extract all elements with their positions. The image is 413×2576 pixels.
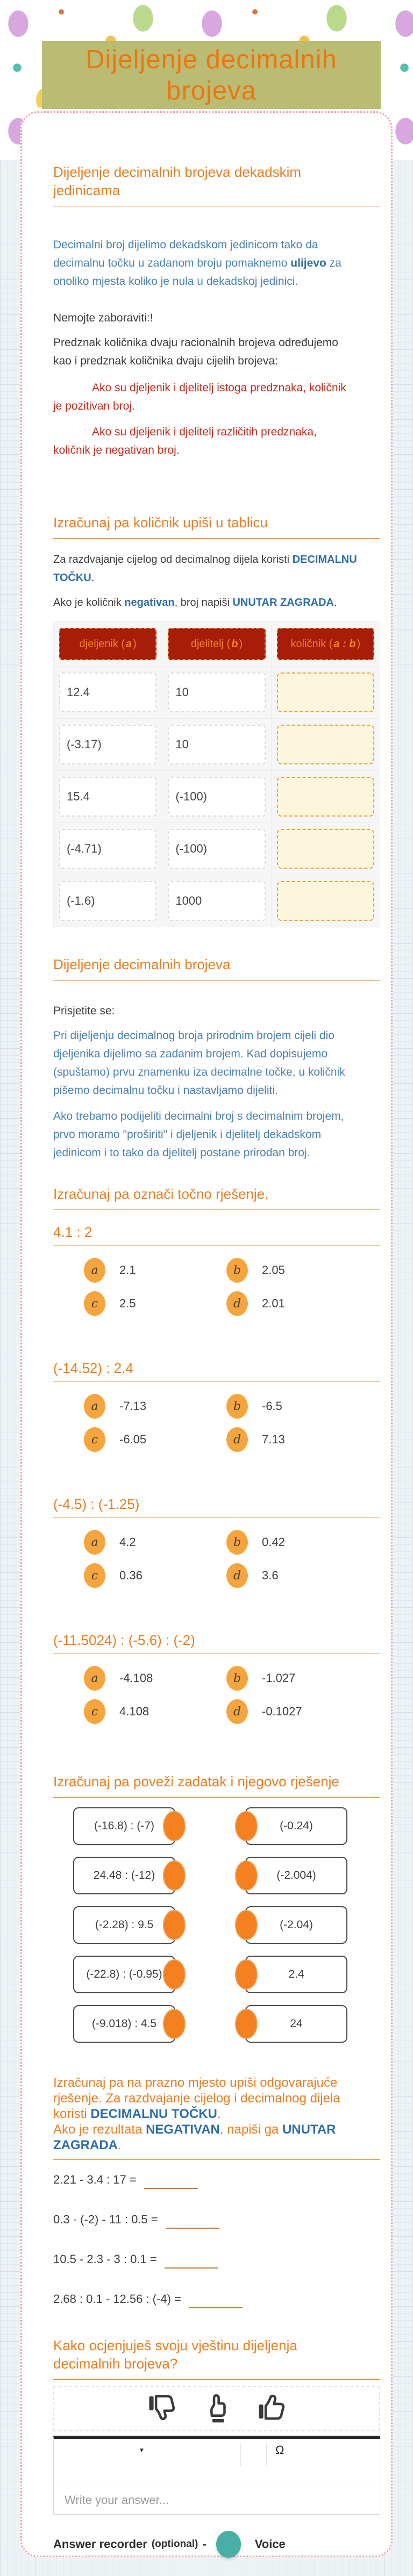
connector-handle-icon[interactable] [163,1959,186,1990]
match-pair-row [73,1807,380,1845]
hdr1-var: a [126,638,132,650]
fill-answer-input[interactable] [189,2294,243,2308]
fill-list [53,2173,380,2308]
section2-paragraph-2: Ako trebamo podijeliti decimalni broj s decimalnim brojem, prvo moramo "proširiti" i djeljenik i djelitelj dekadskom jedinicom i to tako da djelitelj postane prirodan broj. [53,1110,344,1159]
connector-handle-icon[interactable] [235,1811,258,1841]
connector-handle-icon[interactable] [235,2009,258,2039]
thumbs-up-icon[interactable] [256,2393,287,2424]
options-grid [84,1666,380,1724]
match-answer-label: (-0.24) [280,1820,313,1832]
special-characters-omega-icon[interactable]: Ω [275,2443,284,2457]
divisor-value: (-100) [168,829,265,869]
option-value: -0.1027 [262,1705,302,1718]
option-letter-badge[interactable]: c [84,1291,105,1316]
rating-scale [53,2386,380,2431]
option-letter-badge[interactable]: d [226,1563,248,1588]
fill-heading-pre: Izračunaj pa na prazno mjesto upiši odgovarajuće rješenje. Za razdvajanje cijelog i decimalnog dijela koristi [53,2076,340,2121]
match-pair-row [73,2005,380,2043]
match-answer-box[interactable] [245,2005,347,2043]
dividend-value: (-4.71) [59,829,156,869]
fill-expression: 2.21 - 3.4 : 17 = [53,2173,137,2186]
rule-negative: Ako su djeljenik i djelitelj različitih predznaka, količnik je negativan broj. [53,426,317,456]
match-task-box[interactable] [73,1906,175,1944]
connector-handle-icon[interactable] [235,1910,258,1940]
section1-paragraph [53,236,354,291]
fill-heading-bold2: NEGATIVAN [146,2122,220,2137]
fill-heading-dot1: . [217,2107,221,2121]
match-area [53,1807,380,2043]
option-value: -7.13 [119,1399,147,1413]
option-letter-badge[interactable]: c [84,1699,105,1724]
worksheet-title-band [42,41,381,109]
answer-editor [53,2436,380,2515]
match-pair-row [73,1956,380,1993]
table-instruction-2 [53,593,380,612]
note-body: Predznak količnika dvaju racionalnih brojeva određujemo kao i predznak količnika dvaju cijelih brojeva: [53,337,338,367]
match-task-label: (-2.28) : 9.5 [95,1919,154,1931]
hdr1-pre: djeljenik ( [79,638,125,650]
inst1-bold: DECIMALNU TOČKU [53,554,357,584]
section1-paragraph-post: za onoliko mjesta koliko je nula u dekadskoj jedinici. [53,257,341,288]
fill-heading-bold3: UNUTAR ZAGRADA [53,2122,336,2152]
option-letter-badge[interactable]: a [84,1258,105,1283]
editor-toolbar [54,2439,380,2486]
fill-rule [53,2159,380,2160]
answer-recorder-label: Answer recorder [53,2537,147,2551]
col-header-djelitelj [168,628,265,660]
options-grid [84,1530,380,1588]
table-header-row [54,622,380,667]
option-value: 4.2 [119,1535,136,1549]
option-letter-badge[interactable]: b [226,1258,248,1283]
match-task-label: (-16.8) : (-7) [94,1820,154,1832]
match-answer-box[interactable] [245,1906,347,1944]
section1-paragraph-bold: ulijevo [290,257,326,269]
section1-heading: Dijeljenje decimalnih brojeva dekadskim jedinicama [53,164,302,198]
worksheet-title-line1: Dijeljenje decimalnih [86,45,337,74]
hdr2-var: b [231,638,238,650]
fill-answer-input[interactable] [144,2175,198,2189]
answer-recorder-optional: (optional) [151,2538,198,2550]
worksheet-title-line2: brojeva [166,76,257,105]
section2-rule [53,980,380,981]
option-value: -6.5 [262,1399,282,1413]
option-value: 2.1 [119,1263,136,1277]
fill-expression: 2.68 : 0.1 - 12.56 : (-4) = [53,2292,181,2306]
match-task-box[interactable] [73,1857,175,1894]
option-letter-badge[interactable]: b [226,1530,248,1555]
connector-handle-icon[interactable] [163,1811,186,1841]
question-block [53,1631,380,1724]
match-pair-row [73,1857,380,1894]
options-grid [84,1258,380,1316]
match-heading: Izračunaj pa poveži zadatak i njegovo rješenje [53,1773,339,1790]
options-grid [84,1394,380,1452]
inst1-pre: Za razdvajanje cijelog od decimalnog dijela koristi [53,554,293,566]
option-letter-badge[interactable]: b [226,1394,248,1419]
option-letter-badge[interactable]: d [226,1699,248,1724]
match-task-box[interactable] [73,2005,175,2043]
table-task-rule [53,538,380,539]
question-title: (-4.5) : (-1.25) [53,1496,140,1512]
match-answer-label: (-2.004) [276,1869,316,1881]
inst2-bold2: UNUTAR ZAGRADA [232,597,334,609]
question-title: (-11.5024) : (-5.6) : (-2) [53,1632,195,1648]
match-answer-box[interactable] [245,1857,347,1894]
table-row [54,771,380,823]
table-instruction-1 [53,550,380,587]
match-answer-box[interactable] [245,1956,347,1993]
question-title: 4.1 : 2 [53,1224,92,1240]
voice-record-button[interactable] [216,2531,241,2558]
match-rule [53,1797,380,1798]
option-c[interactable] [84,1563,226,1588]
fill-heading-dot2: . [118,2138,122,2152]
divisor-value: (-100) [168,777,265,817]
option-letter-badge[interactable]: a [84,1394,105,1419]
option-d[interactable] [226,1291,369,1316]
hdr3-post: ) [357,638,361,650]
option-d[interactable] [226,1699,369,1724]
divisor-value: 1000 [168,881,265,921]
note-title: Nemojte zaboraviti:! [53,312,153,324]
toolbar-divider [240,2443,241,2466]
inst2-mid: , broj napiši [174,597,233,609]
option-b[interactable] [226,1394,369,1419]
option-b[interactable] [226,1530,369,1555]
option-value: 4.108 [119,1705,149,1718]
option-d[interactable] [226,1427,369,1452]
option-a[interactable] [84,1666,226,1691]
table-task-heading: Izračunaj pa količnik upiši u tablicu [53,514,268,531]
match-answer-box[interactable] [245,1807,347,1845]
quiz-heading: Izračunaj pa označi točno rješenje. [53,1186,269,1202]
option-value: 2.01 [262,1297,285,1310]
option-value: 7.13 [262,1433,285,1446]
divisor-value: 10 [168,725,265,764]
remember-label: Prisjetite se: [53,1005,115,1017]
connector-handle-icon[interactable] [235,1959,258,1990]
match-task-label: (-22.8) : (-0.95) [86,1968,162,1980]
option-letter-badge[interactable]: d [226,1291,248,1316]
match-answer-label: 24 [290,2017,303,2030]
thumbs-down-icon[interactable] [146,2393,177,2424]
fill-heading-mid: , napiši ga [219,2122,282,2137]
inst2-pre: Ako je količnik [53,597,125,609]
hdr2-pre: djelitelj ( [190,638,231,650]
fill-item [53,2213,380,2229]
match-answer-label: 2.4 [288,1968,304,1980]
quotient-answer-input[interactable] [277,672,374,712]
dividend-value: (-1.6) [59,881,156,921]
neutral-hand-icon[interactable] [201,2393,232,2424]
option-value: 2.5 [119,1297,136,1310]
table-row [54,875,380,927]
question-block [53,1223,380,1316]
question-title: (-14.52) : 2.4 [53,1360,133,1376]
option-value: 2.05 [262,1263,285,1277]
toolbar-divider [266,2443,267,2466]
fill-answer-input[interactable] [165,2255,218,2269]
rating-rule [53,2379,380,2380]
fill-item [53,2292,380,2308]
match-pair-row [73,1906,380,1944]
dividend-value: 15.4 [59,777,156,817]
rating-heading: Kako ocjenjuješ svoju vještinu dijeljenja decimalnih brojeva? [53,2337,297,2372]
table-row [54,823,380,875]
option-letter-badge[interactable]: d [226,1427,248,1452]
option-value: 0.42 [262,1535,285,1549]
quotient-answer-input[interactable] [277,777,374,817]
answer-recorder-row [53,2531,380,2558]
fill-heading [53,2075,371,2153]
col-header-djeljenik [59,628,156,660]
match-answer-label: (-2.04) [280,1919,313,1931]
section2-heading: Dijeljenje decimalnih brojeva [53,956,231,972]
fill-item [53,2173,380,2189]
hdr1-post: ) [133,638,137,650]
connector-handle-icon[interactable] [163,2009,186,2039]
quotient-answer-input[interactable] [277,725,374,764]
option-letter-badge[interactable]: a [84,1666,105,1691]
fill-heading-bold1: DECIMALNU TOČKU [90,2107,217,2121]
match-task-box[interactable] [73,1807,175,1845]
option-c[interactable] [84,1427,226,1452]
quotient-table [53,621,380,927]
section1-paragraph-pre: Decimalni broj dijelimo dekadskom jedinicom tako da decimalnu točku u zadanom broju pomaknemo [53,239,318,269]
option-value: 0.36 [119,1569,143,1582]
divisor-value: 10 [168,672,265,712]
option-letter-badge[interactable]: c [84,1563,105,1588]
connector-handle-icon[interactable] [235,1861,258,1891]
worksheet-card [20,111,393,2557]
option-c[interactable] [84,1291,226,1316]
quotient-answer-input[interactable] [277,829,374,869]
table-row [54,667,380,719]
fill-answer-input[interactable] [166,2215,219,2229]
connector-handle-icon[interactable] [163,1910,186,1940]
inst1-post: . [91,572,95,584]
answer-recorder-dash: - [202,2537,206,2551]
option-value: -4.108 [119,1671,153,1685]
write-answer-input[interactable] [54,2486,380,2514]
fill-expression: 0.3 · (-2) - 11 : 0.5 = [53,2213,158,2226]
match-task-label: (-9.018) : 4.5 [91,2017,157,2030]
col-header-kolicnik [277,628,374,660]
fill-heading-line2: Ako je rezultata [53,2122,146,2137]
question-block [53,1359,380,1452]
option-letter-badge[interactable]: b [226,1666,248,1691]
option-value: -1.027 [262,1671,296,1685]
option-b[interactable] [226,1258,369,1283]
match-task-box[interactable] [73,1956,175,1993]
format-dropdown-caret-icon[interactable]: ▾ [140,2445,144,2454]
fill-item [53,2252,380,2269]
question-block [53,1495,380,1588]
voice-label: Voice [254,2537,286,2551]
option-value: 3.6 [262,1569,279,1582]
inst2-bold1: negativan [124,597,175,609]
connector-handle-icon[interactable] [163,1861,186,1891]
option-letter-badge[interactable]: c [84,1427,105,1452]
match-task-label: 24.48 : (-12) [93,1869,155,1881]
option-a[interactable] [84,1530,226,1555]
quotient-answer-input[interactable] [277,881,374,921]
dividend-value: 12.4 [59,672,156,712]
inst2-post: . [333,597,337,609]
option-a[interactable] [84,1394,226,1419]
rule-positive: Ako su djeljenik i djelitelj istoga predznaka, količnik je pozitivan broj. [53,382,346,412]
option-d[interactable] [226,1563,369,1588]
dividend-value: (-3.17) [59,725,156,764]
option-letter-badge[interactable]: a [84,1530,105,1555]
hdr3-pre: količnik ( [290,638,333,650]
hdr2-post: ) [239,638,243,650]
section2-paragraph-1: Pri dijeljenju decimalnog broja prirodnim brojem cijeli dio djeljenika dijelimo sa zadanim brojem. Kad dopisujemo (spuštamo) prvu znamenku iza decimalne točke, u količnik pišemo decimalnu točku i nastavljamo dijeliti. [53,1029,345,1097]
table-row [54,719,380,771]
option-value: -6.05 [119,1433,147,1446]
hdr3-var: a : b [333,638,356,650]
fill-expression: 10.5 - 2.3 - 3 : 0.1 = [53,2252,157,2266]
option-b[interactable] [226,1666,369,1691]
option-c[interactable] [84,1699,226,1724]
option-a[interactable] [84,1258,226,1283]
